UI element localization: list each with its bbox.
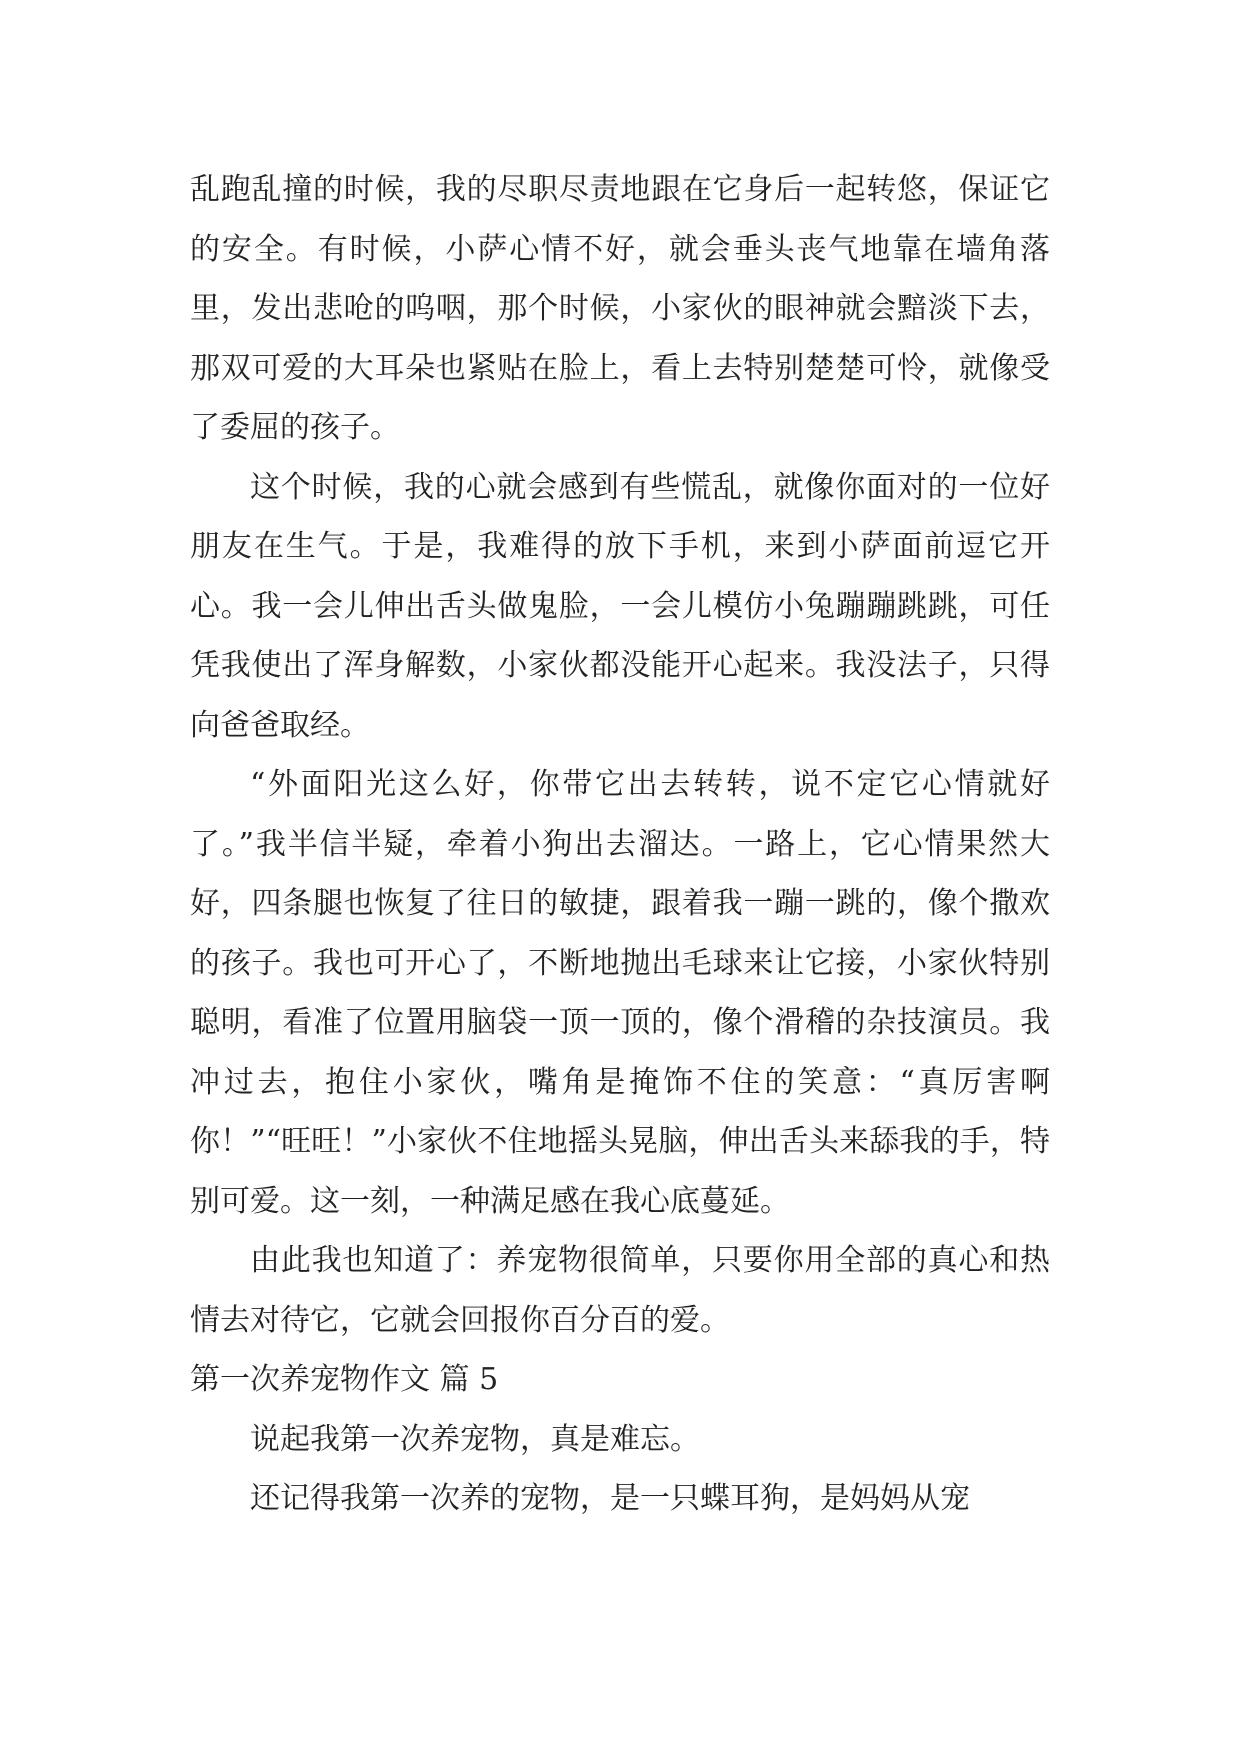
paragraph-4: 由此我也知道了：养宠物很简单，只要你用全部的真心和热情去对待它，它就会回报你百分百的爱。 [190, 1243, 1050, 1338]
paragraph-3: “外面阳光这么好，你带它出去转转，说不定它心情就好了。”我半信半疑，牵着小狗出去溜达。一路上，它心情果然大好，四条腿也恢复了往日的敏捷，跟着我一蹦一跳的，像个撒欢的孩子。我也可开心了，不断地抛出毛球来让它接，小家伙特别聪明，看准了位置用脑袋一顶一顶的，像个滑稽的杂技演员。我冲过去，抱住小家伙，嘴角是掩饰不住的笑意：“真厉害啊你！”“旺旺！”小家伙不住地摇头晃脑，伸出舌头来舔我的手，特别可爱。这一刻，一种满足感在我心底蔓延。 [190, 767, 1050, 1219]
paragraph-1: 乱跑乱撞的时候，我的尽职尽责地跟在它身后一起转悠，保证它的安全。有时候，小萨心情不好，就会垂头丧气地靠在墙角落里，发出悲呛的呜咽，那个时候，小家伙的眼神就会黯淡下去，那双可爱的大耳朵也紧贴在脸上，看上去特别楚楚可怜，就像受了委屈的孩子。 [190, 172, 1050, 445]
section-heading: 第一次养宠物作文 篇 5 [190, 1362, 499, 1397]
document-body [190, 160, 1050, 1529]
paragraph-2: 这个时候，我的心就会感到有些慌乱，就像你面对的一位好朋友在生气。于是，我难得的放下手机，来到小萨面前逗它开心。我一会儿伸出舌头做鬼脸，一会儿模仿小兔蹦蹦跳跳，可任凭我使出了浑身解数，小家伙都没能开心起来。我没法子，只得向爸爸取经。 [190, 469, 1050, 743]
paragraph-6: 还记得我第一次养的宠物，是一只蝶耳狗，是妈妈从宠 [250, 1481, 970, 1516]
paragraph-5: 说起我第一次养宠物，真是难忘。 [250, 1421, 700, 1457]
